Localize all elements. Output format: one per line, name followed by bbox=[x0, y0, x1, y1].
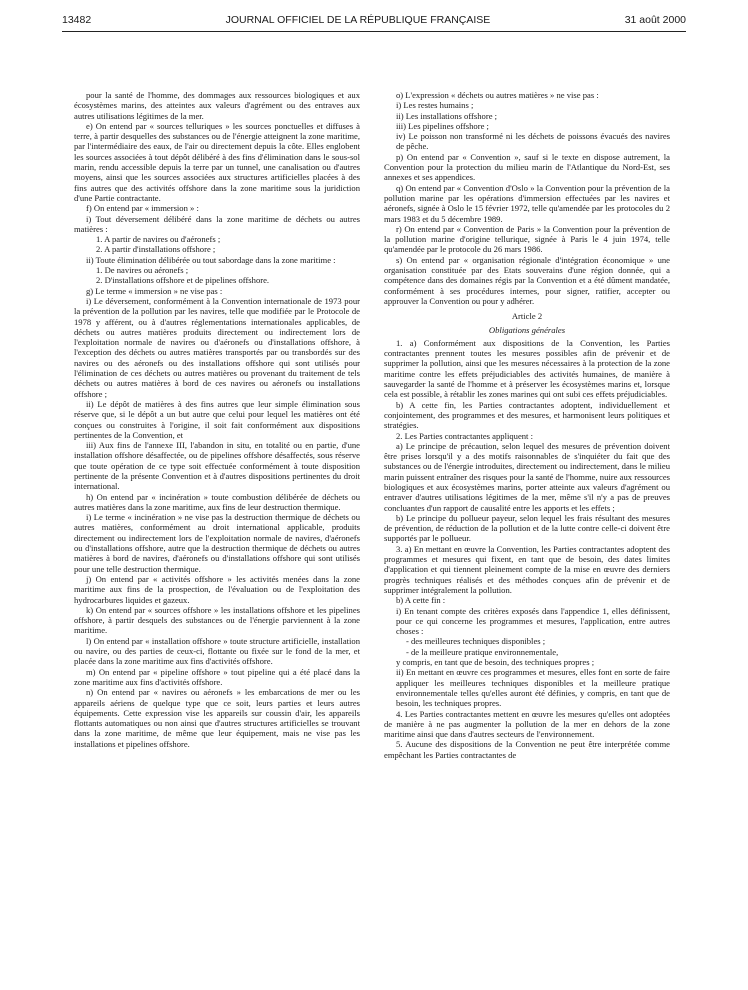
paragraph: s) On entend par « organisation régionale d'intégration économique » une organisation constituée par des Etats souverains d'une région donnée, qui a compétence dans des domaines régis par la Convention et a été dûment mandatée, conformément à ses procédures internes, pour signer, ratifier, accepter ou approuver la Convention ou pour y adhérer. bbox=[384, 254, 670, 306]
paragraph: 1. De navires ou aéronefs ; bbox=[96, 265, 189, 276]
paragraph: ii) Les installations offshore ; bbox=[396, 110, 498, 121]
journal-title: JOURNAL OFFICIEL DE LA RÉPUBLIQUE FRANÇAISE bbox=[225, 14, 491, 26]
paragraph: n) On entend par « navires ou aéronefs » les embarcations de mer ou les appareils aériens de quelque type que ce soit, leurs parties et leurs autres équipements. Cette expression vise les appareils sur coussin d'air, les appareils flottants automatiques ou non ainsi que d'autres structures artificielles se trouvant dans la zone maritime, de même que leur équipement, mais ne vise pas les installations et pipelines offshore. bbox=[74, 687, 360, 749]
paragraph: 4. Les Parties contractantes mettent en œuvre les mesures qu'elles ont adoptées de manière à ne pas augmenter la pollution de la mer en dehors de la zone maritime ainsi que dans d'autres secteurs de l'environnement. bbox=[384, 708, 670, 740]
paragraph: - des meilleures techniques disponibles ; bbox=[406, 636, 546, 647]
right-column bbox=[384, 90, 670, 760]
paragraph: - de la meilleure pratique environnementale, bbox=[406, 646, 559, 657]
paragraph: 5. Aucune des dispositions de la Convention ne peut être interprétée comme empêchant les Parties contractantes de bbox=[384, 739, 670, 760]
paragraph: iii) Aux fins de l'annexe III, l'abandon in situ, en totalité ou en partie, d'une installation offshore désaffectée, ou de pipelines offshore désaffectés, sous réserve que toute opération de ce type soit effectuée conformément à toute disposition pertinente de la présente Convention et à d'autres dispositions pertinentes du droit international. bbox=[74, 440, 360, 492]
paragraph: ii) Le dépôt de matières à des fins autres que leur simple élimination sous réserve que, si le dépôt a un but autre que celui pour lequel les matières ont été conçues ou construites à l'origine, il soit fait conformément aux dispositions pertinentes de la Convention, et bbox=[74, 398, 360, 440]
paragraph: h) On entend par « incinération » toute combustion délibérée de déchets ou autres matières dans la zone maritime, aux fins de leur destruction thermique. bbox=[74, 491, 360, 512]
paragraph: i) Tout déversement délibéré dans la zone maritime de déchets ou autres matières : bbox=[74, 213, 360, 234]
paragraph: g) Le terme « immersion » ne vise pas : bbox=[86, 285, 223, 296]
paragraph: q) On entend par « Convention d'Oslo » la Convention pour la prévention de la pollution marine par les opérations d'immersion effectuées par les navires et aéronefs, signée à Oslo le 15 février 1972, telle qu'amendée par les protocoles du 2 mars 1983 et du 5 décembre 1989. bbox=[384, 182, 670, 224]
paragraph: o) L'expression « déchets ou autres matières » ne vise pas : bbox=[396, 90, 599, 100]
paragraph: m) On entend par « pipeline offshore » tout pipeline qui a été placé dans la zone maritime aux fins d'activités offshore. bbox=[74, 666, 360, 687]
paragraph: b) A cette fin, les Parties contractantes adoptent, individuellement et conjointement, des programmes et des mesures, et harmonisent leurs politiques et stratégies. bbox=[384, 399, 670, 431]
page-number: 13482 bbox=[62, 14, 92, 26]
left-column bbox=[74, 90, 360, 749]
paragraph: ii) Toute élimination délibérée ou tout sabordage dans la zone maritime : bbox=[86, 254, 336, 265]
paragraph: 3. a) En mettant en œuvre la Convention, les Parties contractantes adoptent des programmes et mesures qui fixent, en tant que de besoin, des dates limites d'application et qui tiennent pleinement compte de la mise en œuvre des derniers progrès techniques réalisés et des méthodes conçues afin de prévenir et de supprimer intégralement la pollution. bbox=[384, 543, 670, 595]
article-heading: Article 2 bbox=[511, 311, 543, 322]
paragraph: r) On entend par « Convention de Paris » la Convention pour la prévention de la pollution marine d'origine tellurique, signée à Paris le 4 juin 1974, telle qu'amendée par le protocole du 26 mars 1986. bbox=[384, 223, 670, 255]
issue-date: 31 août 2000 bbox=[624, 14, 686, 26]
paragraph: pour la santé de l'homme, des dommages aux ressources biologiques et aux écosystèmes marins, des atteintes aux valeurs d'agrément ou des entraves aux autres utilisations légitimes de la mer. bbox=[74, 90, 360, 121]
paragraph: 2. A partir d'installations offshore ; bbox=[96, 244, 216, 255]
paragraph: iii) Les pipelines offshore ; bbox=[396, 120, 489, 131]
paragraph: 2. Les Parties contractantes appliquent : bbox=[396, 430, 533, 441]
article-subheading: Obligations générales bbox=[488, 324, 566, 335]
paragraph: i) En tenant compte des critères exposés dans l'appendice 1, elles définissent, pour ce qui concerne les programmes et mesures, l'application, entre autres choses : bbox=[396, 605, 670, 637]
paragraph: ii) En mettant en œuvre ces programmes et mesures, elles font en sorte de faire appliquer les meilleures techniques disponibles et la meilleure pratique environnementale telles qu'elles auront été définies, y compris, en tant que de besoin, les techniques propres. bbox=[396, 667, 670, 709]
paragraph: l) On entend par « installation offshore » toute structure artificielle, installation ou navire, ou des parties de ceux-ci, flottante ou fixée sur le fond de la mer, et placée dans la zone maritime aux fins d'activités offshore. bbox=[74, 635, 360, 667]
paragraph: iv) Le poisson non transformé ni les déchets de poissons évacués des navires de pêche. bbox=[396, 131, 670, 152]
paragraph: b) A cette fin : bbox=[396, 595, 446, 606]
paragraph: f) On entend par « immersion » : bbox=[86, 203, 199, 214]
paragraph: 2. D'installations offshore et de pipelines offshore. bbox=[96, 275, 270, 286]
paragraph: 1. a) Conformément aux dispositions de la Convention, les Parties contractantes prennent toutes les mesures possibles afin de prévenir et de supprimer la pollution, ainsi que les mesures nécessaires à la protection de la zone maritime contre les effets préjudiciables des activités humaines, de manière à sauvegarder la santé de l'homme et à préserver les écosystèmes marins et, lorsque cela est possible, à rétablir les zones marines qui ont subi ces effets préjudiciables. bbox=[384, 337, 670, 400]
paragraph: a) Le principe de précaution, selon lequel des mesures de prévention doivent être prises lorsqu'il y a des motifs raisonnables de s'inquiéter du fait que des substances ou de l'énergie introduites, directement ou indirectement, dans le milieu marin puissent entraîner des risques pour la santé de l'homme, nuire aux ressources biologiques et aux écosystèmes marins, porter atteinte aux valeurs d'agrément ou entraver d'autres utilisations légitimes de la mer, même s'il n'y a pas de preuves concluantes d'un rapport de causalité entre les apports et les effets ; bbox=[384, 440, 670, 513]
paragraph: i) Le déversement, conformément à la Convention internationale de 1973 pour la prévention de la pollution par les navires, telle que modifiée par le Protocole de 1978 y afférent, ou à d'autres réglementations internationales applicables, de déchets ou autres matières produits directement ou indirectement lors de l'exploitation normale de navires ou d'aéronefs ou d'installations offshore, à l'exception des déchets ou autres matières transportés par ou transbordés sur des navires ou des aéronefs ou des installations offshore qui sont utilisés pour l'élimination de ces déchets ou autres matières ou provenant du traitement de tels déchets ou autres matières à bord de ces navires ou aéronefs ou installations offshore ; bbox=[74, 295, 360, 399]
paragraph: i) Les restes humains ; bbox=[396, 100, 474, 111]
paragraph: 1. A partir de navires ou d'aéronefs ; bbox=[96, 234, 221, 245]
paragraph: k) On entend par « sources offshore » les installations offshore et les pipelines offshore, à partir desquels des substances ou de l'énergie parviennent à la zone maritime. bbox=[74, 604, 360, 636]
header-rule bbox=[62, 31, 686, 32]
paragraph: j) On entend par « activités offshore » les activités menées dans la zone maritime aux fins de la prospection, de l'évaluation ou de l'exploitation des hydrocarbures liquides et gazeux. bbox=[74, 573, 360, 605]
paragraph: i) Le terme « incinération » ne vise pas la destruction thermique de déchets ou autres matières, conformément au droit international applicable, produits directement ou indirectement lors de l'exploitation normale de navires, d'aéronefs ou d'installations offshore, autre que la destruction thermique de déchets ou autres matières à bord de navires, d'aéronefs ou d'installations offshore qui sont utilisés pour une telle destruction thermique. bbox=[74, 512, 360, 574]
paragraph: b) Le principe du pollueur payeur, selon lequel les frais résultant des mesures de prévention, de réduction de la pollution et de la lutte contre celle-ci doivent être supportés par le pollueur. bbox=[384, 512, 670, 544]
paragraph: p) On entend par « Convention », sauf si le texte en dispose autrement, la Convention pour la protection du milieu marin de l'Atlantique du Nord-Est, ses annexes et ses appendices. bbox=[384, 151, 670, 183]
paragraph: e) On entend par « sources telluriques » les sources ponctuelles et diffuses à terre, à partir desquelles des substances ou de l'énergie atteignent la zone maritime, par l'intermédiaire des eaux, de l'air ou directement depuis la côte. Elles englobent les sources associées à tout dépôt délibéré à des fins d'élimination dans le sous-sol marin, rendu accessible depuis la terre par un tunnel, une canalisation ou d'autres moyens, ainsi que les sources associées aux structures artificielles placées à des fins autres que des activités offshore dans la zone maritime sous la juridiction d'une Partie contractante. bbox=[74, 120, 360, 203]
paragraph: y compris, en tant que de besoin, des techniques propres ; bbox=[396, 657, 595, 668]
